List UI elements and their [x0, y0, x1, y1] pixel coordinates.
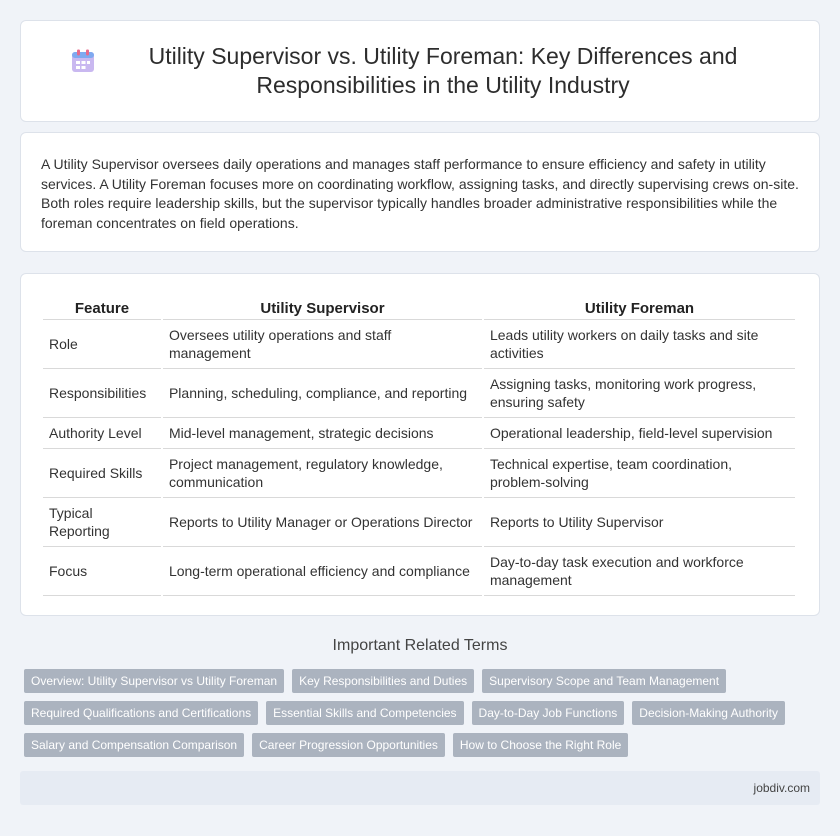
title-wrap — [70, 42, 770, 100]
tag-row — [24, 733, 816, 757]
tag-career-progression[interactable]: Career Progression Opportunities — [252, 733, 445, 757]
table-cell-supervisor: Planning, scheduling, compliance, and reporting — [163, 369, 482, 418]
title-card — [20, 20, 820, 122]
table-row — [43, 418, 795, 449]
table-cell-feature: Required Skills — [43, 449, 161, 498]
table-cell-supervisor: Project management, regulatory knowledge, communication — [163, 449, 482, 498]
table-cell-foreman: Reports to Utility Supervisor — [484, 498, 795, 547]
footer-site-link[interactable]: jobdiv.com — [753, 781, 810, 795]
intro-text: A Utility Supervisor oversees daily operations and manages staff performance to ensure efficiency and safety in utility services. A Utility Foreman focuses more on coordinating workflow, assigning tasks, and directly supervising crews on-site. Both roles require leadership skills, but the supervisor typically handles broader administrative responsibilities while the foreman concentrates on field operations. — [41, 156, 799, 231]
table-cell-foreman: Operational leadership, field-level supervision — [484, 418, 795, 449]
table-cell-feature: Responsibilities — [43, 369, 161, 418]
table-row — [43, 320, 795, 369]
table-header-foreman: Utility Foreman — [484, 294, 795, 320]
tag-overview[interactable]: Overview: Utility Supervisor vs Utility Foreman — [24, 669, 284, 693]
tag-key-responsibilities[interactable]: Key Responsibilities and Duties — [292, 669, 474, 693]
related-terms-heading: Important Related Terms — [332, 637, 508, 654]
related-terms-tags — [24, 669, 816, 765]
footer — [20, 771, 820, 805]
table-cell-supervisor: Oversees utility operations and staff management — [163, 320, 482, 369]
tag-row — [24, 669, 816, 693]
table-header-supervisor: Utility Supervisor — [163, 294, 482, 320]
table-cell-supervisor: Reports to Utility Manager or Operations Director — [163, 498, 482, 547]
tag-supervisory-scope[interactable]: Supervisory Scope and Team Management — [482, 669, 726, 693]
table-cell-foreman: Leads utility workers on daily tasks and site activities — [484, 320, 795, 369]
table-cell-supervisor: Mid-level management, strategic decisions — [163, 418, 482, 449]
table-cell-feature: Focus — [43, 547, 161, 596]
tag-qualifications[interactable]: Required Qualifications and Certifications — [24, 701, 258, 725]
comparison-table-card — [20, 273, 820, 616]
comparison-table — [41, 294, 797, 596]
table-cell-foreman: Technical expertise, team coordination, problem-solving — [484, 449, 795, 498]
table-row — [43, 547, 795, 596]
tag-salary[interactable]: Salary and Compensation Comparison — [24, 733, 244, 757]
table-cell-feature: Typical Reporting — [43, 498, 161, 547]
tag-job-functions[interactable]: Day-to-Day Job Functions — [472, 701, 625, 725]
tag-row — [24, 701, 816, 725]
tag-decision-making[interactable]: Decision-Making Authority — [632, 701, 785, 725]
page-title: Utility Supervisor vs. Utility Foreman: Key Differences and Responsibilities in the Utility Industry — [148, 43, 738, 98]
calendar-icon — [70, 48, 96, 74]
intro-card — [20, 132, 820, 252]
table-row — [43, 498, 795, 547]
tag-essential-skills[interactable]: Essential Skills and Competencies — [266, 701, 463, 725]
table-cell-foreman: Day-to-day task execution and workforce management — [484, 547, 795, 596]
table-row — [43, 449, 795, 498]
table-header-feature: Feature — [43, 294, 161, 320]
table-header-row — [43, 294, 795, 320]
table-row — [43, 369, 795, 418]
table-cell-feature: Role — [43, 320, 161, 369]
tag-choose-role[interactable]: How to Choose the Right Role — [453, 733, 628, 757]
table-cell-feature: Authority Level — [43, 418, 161, 449]
table-cell-foreman: Assigning tasks, monitoring work progress, ensuring safety — [484, 369, 795, 418]
table-cell-supervisor: Long-term operational efficiency and compliance — [163, 547, 482, 596]
